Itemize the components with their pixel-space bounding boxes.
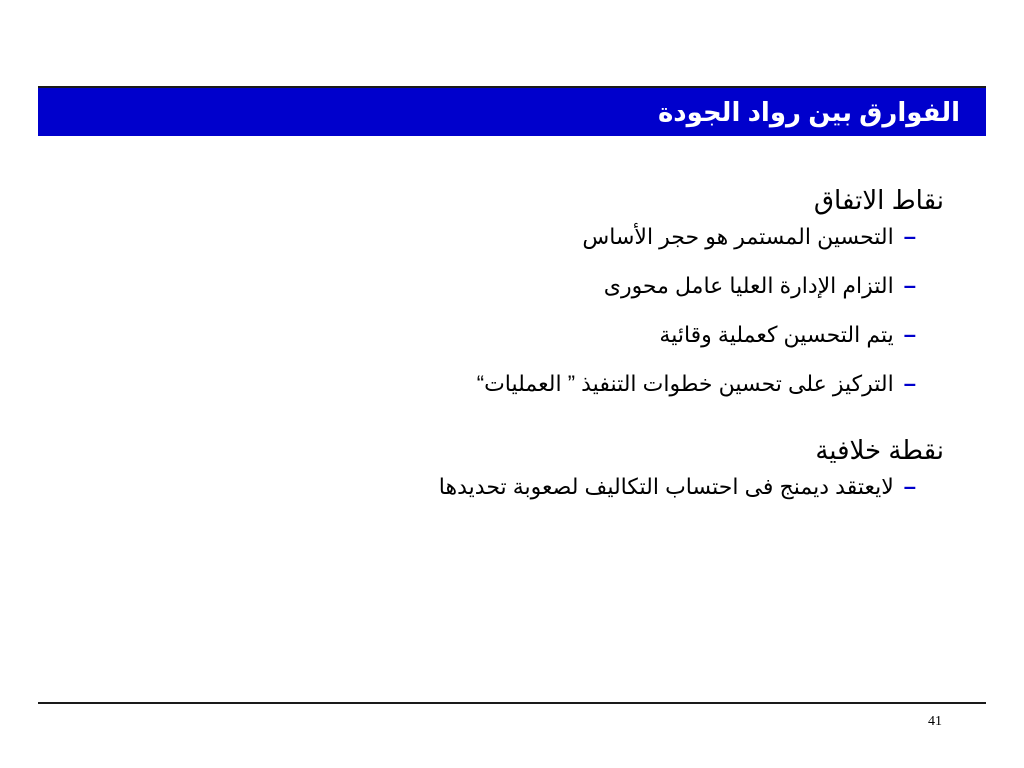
list-item (184, 322, 916, 347)
list-item-text: التركيز على تحسين خطوات التنفيذ ” العمليات“ (476, 371, 894, 396)
dash-bullet-icon: – (903, 322, 916, 347)
disagreement-list (184, 474, 944, 499)
list-item-text: التحسين المستمر هو حجر الأساس (582, 224, 894, 249)
section-heading-disagreement: نقطة خلافية (815, 435, 944, 465)
slide-content (184, 180, 944, 523)
list-item (184, 474, 916, 499)
dash-bullet-icon: – (903, 224, 916, 249)
dash-bullet-icon: – (903, 273, 916, 298)
list-item (184, 371, 916, 396)
list-item-text: التزام الإدارة العليا عامل محورى (603, 273, 894, 298)
list-item-text: يتم التحسين كعملية وقائية (659, 322, 894, 347)
list-item (184, 224, 916, 249)
section-agreement (184, 180, 944, 396)
dash-bullet-icon: – (903, 371, 916, 396)
slide-title: الفوارق بين رواد الجودة (657, 96, 960, 127)
agreement-list (184, 224, 944, 396)
title-bar (38, 88, 986, 136)
section-heading-agreement: نقاط الاتفاق (813, 185, 944, 215)
section-disagreement (184, 430, 944, 499)
bottom-divider (38, 702, 986, 704)
list-item-text: لايعتقد ديمنج فى احتساب التكاليف لصعوبة تحديدها (438, 474, 894, 499)
page-number: 41 (928, 714, 942, 729)
list-item (184, 273, 916, 298)
dash-bullet-icon: – (903, 474, 916, 499)
